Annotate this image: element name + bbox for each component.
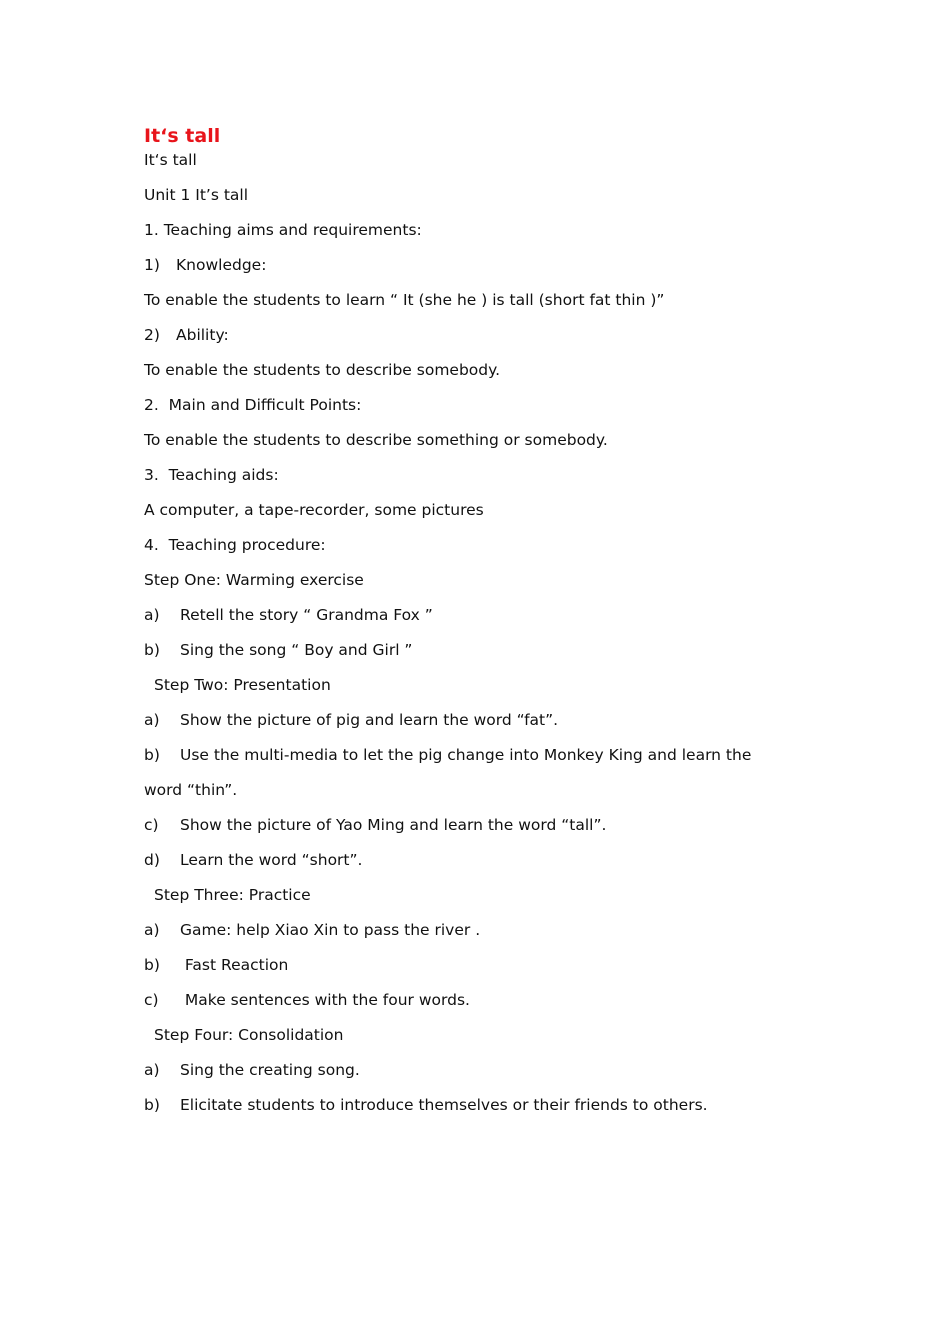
line-text: 4. Teaching procedure: <box>144 536 326 554</box>
line-text: To enable the students to describe somebody. <box>144 361 501 379</box>
paragraph-line <box>144 395 824 415</box>
paragraph-line <box>144 325 824 345</box>
list-marker: 1) <box>144 256 160 274</box>
line-text: Step Four: Consolidation <box>154 1026 344 1044</box>
paragraph-line <box>144 500 824 520</box>
line-text: Fast Reaction <box>180 956 289 974</box>
paragraph-line <box>144 430 824 450</box>
paragraph-line <box>144 850 824 870</box>
paragraph-line <box>144 220 824 240</box>
line-text: 2. Main and Difficult Points: <box>144 396 362 414</box>
line-text: To enable the students to learn “ It (she he ) is tall (short fat thin )” <box>144 291 665 309</box>
list-marker: c) <box>144 991 159 1009</box>
paragraph-line <box>144 990 824 1010</box>
line-text: Make sentences with the four words. <box>180 991 470 1009</box>
line-text: Show the picture of pig and learn the word “fat”. <box>180 711 559 729</box>
line-text: Elicitate students to introduce themselves or their friends to others. <box>180 1096 708 1114</box>
line-text: A computer, a tape-recorder, some pictures <box>144 501 484 519</box>
line-text: Unit 1 It’s tall <box>144 186 249 204</box>
list-marker: c) <box>144 816 159 834</box>
line-text: Ability: <box>176 326 229 344</box>
list-marker: 2) <box>144 326 160 344</box>
paragraph-line <box>144 745 824 765</box>
document-body <box>144 185 824 1115</box>
list-marker: a) <box>144 1061 160 1079</box>
line-text: Use the multi-media to let the pig change into Monkey King and learn the <box>180 746 752 764</box>
paragraph-line <box>144 465 824 485</box>
paragraph-line <box>144 1025 824 1045</box>
paragraph-line <box>144 955 824 975</box>
list-marker: d) <box>144 851 160 869</box>
paragraph-line <box>144 570 824 590</box>
paragraph-line <box>144 780 824 800</box>
document-page <box>144 124 824 1130</box>
line-text: Step Three: Practice <box>154 886 311 904</box>
paragraph-line <box>144 815 824 835</box>
line-text: Step Two: Presentation <box>154 676 331 694</box>
list-marker: b) <box>144 956 160 974</box>
line-text: Step One: Warming exercise <box>144 571 364 589</box>
line-text: Show the picture of Yao Ming and learn the word “tall”. <box>180 816 607 834</box>
paragraph-line <box>144 1060 824 1080</box>
line-text: Game: help Xiao Xin to pass the river . <box>180 921 481 939</box>
paragraph-line <box>144 885 824 905</box>
paragraph-line <box>144 710 824 730</box>
paragraph-line <box>144 185 824 205</box>
line-text: Sing the creating song. <box>180 1061 360 1079</box>
paragraph-line <box>144 360 824 380</box>
paragraph-line <box>144 255 824 275</box>
paragraph-line <box>144 1095 824 1115</box>
line-text: Knowledge: <box>176 256 267 274</box>
line-text: Retell the story “ Grandma Fox ” <box>180 606 433 624</box>
list-marker: a) <box>144 606 160 624</box>
list-marker: a) <box>144 711 160 729</box>
line-text: Sing the song “ Boy and Girl ” <box>180 641 413 659</box>
document-subtitle: It‘s tall <box>144 151 197 169</box>
line-text: word “thin”. <box>144 781 238 799</box>
document-title: It‘s tall <box>144 125 221 147</box>
paragraph-line <box>144 675 824 695</box>
paragraph-line <box>144 640 824 660</box>
list-marker: a) <box>144 921 160 939</box>
list-marker: b) <box>144 1096 160 1114</box>
line-text: Learn the word “short”. <box>180 851 363 869</box>
line-text: 1. Teaching aims and requirements: <box>144 221 422 239</box>
list-marker: b) <box>144 641 160 659</box>
paragraph-line <box>144 605 824 625</box>
line-text: To enable the students to describe something or somebody. <box>144 431 608 449</box>
paragraph-line <box>144 535 824 555</box>
paragraph-line <box>144 920 824 940</box>
paragraph-line <box>144 290 824 310</box>
list-marker: b) <box>144 746 160 764</box>
line-text: 3. Teaching aids: <box>144 466 279 484</box>
